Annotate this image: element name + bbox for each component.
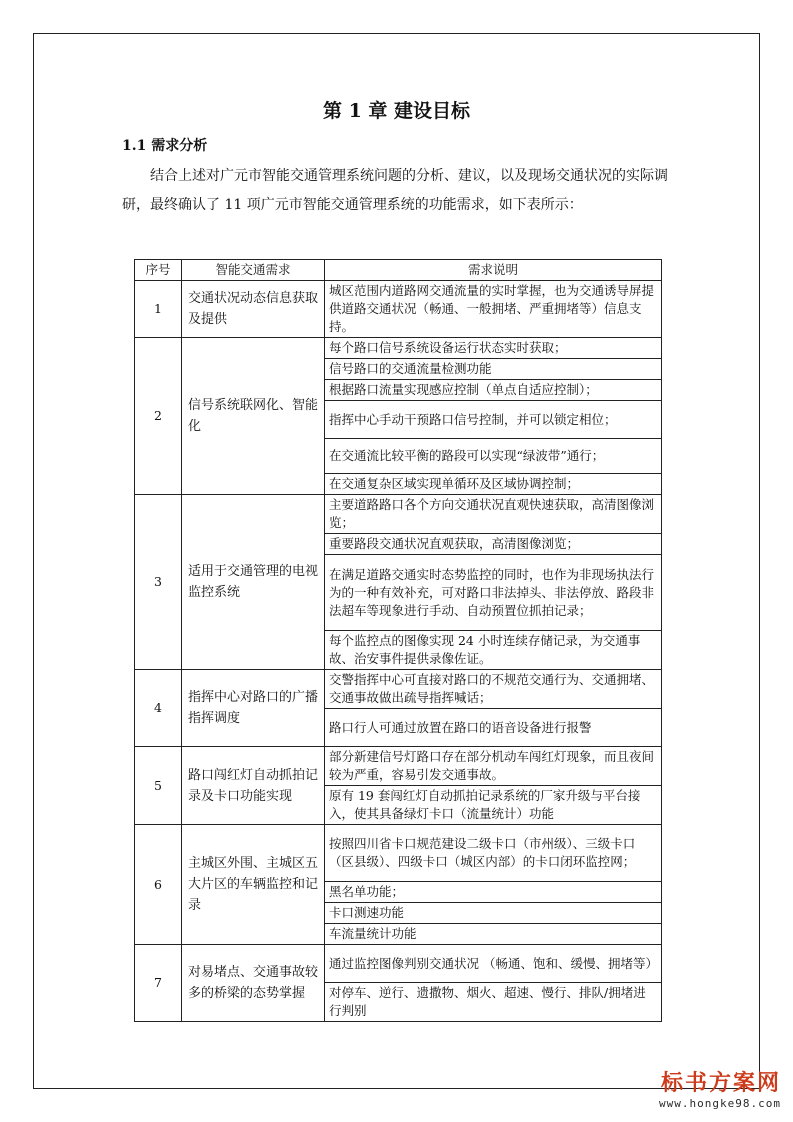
header-desc: 需求说明	[325, 260, 662, 281]
row-number: 2	[135, 338, 182, 495]
row-desc: 部分新建信号灯路口存在部分机动车闯红灯现象，而且夜间较为严重，容易引发交通事故。	[325, 747, 662, 786]
row-desc: 通过监控图像判别交通状况 （畅通、饱和、缓慢、拥堵等）	[325, 945, 662, 983]
watermark-url: www.hongke98.com	[659, 1097, 781, 1110]
row-desc: 原有 19 套闯红灯自动抓拍记录系统的厂家升级与平台接入，使其具备绿灯卡口（流量统计）功能	[325, 786, 662, 825]
row-desc: 根据路口流量实现感应控制（单点自适应控制）；	[325, 380, 662, 401]
row-number: 6	[135, 825, 182, 945]
row-desc: 卡口测速功能	[325, 903, 662, 924]
row-need: 对易堵点、交通事故较多的桥梁的态势掌握	[182, 945, 325, 1022]
row-desc: 城区范围内道路网交通流量的实时掌握，也为交通诱导屏提供道路交通状况（畅通、一般拥堵、严重拥堵等）信息支持。	[325, 281, 662, 338]
row-need: 路口闯红灯自动抓拍记录及卡口功能实现	[182, 747, 325, 825]
row-desc: 每个路口信号系统设备运行状态实时获取；	[325, 338, 662, 359]
table-row	[135, 825, 662, 882]
row-desc: 对停车、逆行、遗撒物、烟火、超速、慢行、排队/拥堵进行判别	[325, 983, 662, 1022]
table-row	[135, 747, 662, 786]
row-desc: 在交通复杂区域实现单循环及区域协调控制；	[325, 474, 662, 495]
row-desc: 交警指挥中心可直接对路口的不规范交通行为、交通拥堵、交通事故做出疏导指挥喊话；	[325, 670, 662, 709]
row-need: 交通状况动态信息获取及提供	[182, 281, 325, 338]
row-need: 信号系统联网化、智能化	[182, 338, 325, 495]
row-desc: 主要道路路口各个方向交通状况直观快速获取，高清图像浏览；	[325, 495, 662, 534]
row-number: 1	[135, 281, 182, 338]
row-desc: 路口行人可通过放置在路口的语音设备进行报警	[325, 709, 662, 747]
row-desc: 每个监控点的图像实现 24 小时连续存储记录，为交通事故、治安事件提供录像佐证。	[325, 631, 662, 670]
row-number: 7	[135, 945, 182, 1022]
row-desc: 黑名单功能；	[325, 882, 662, 903]
row-desc: 按照四川省卡口规范建设二级卡口（市州级）、三级卡口（区县级）、四级卡口（城区内部）的卡口闭环监控网；	[325, 825, 662, 882]
table-row	[135, 281, 662, 338]
row-desc: 车流量统计功能	[325, 924, 662, 945]
row-desc: 在满足道路交通实时态势监控的同时，也作为非现场执法行为的一种有效补充，可对路口非法掉头、非法停放、路段非法超车等现象进行手动、自动预置位抓拍记录；	[325, 555, 662, 631]
header-need: 智能交通需求	[182, 260, 325, 281]
row-need: 适用于交通管理的电视监控系统	[182, 495, 325, 670]
chapter-title: 第 1 章 建设目标	[322, 100, 471, 122]
intro-paragraph: 结合上述对广元市智能交通管理系统问题的分析、建议，以及现场交通状况的实际调研，最终确认了 11 项广元市智能交通管理系统的功能需求，如下表所示：	[122, 168, 668, 213]
row-need: 主城区外围、主城区五大片区的车辆监控和记录	[182, 825, 325, 945]
row-desc: 在交通流比较平衡的路段可以实现“绿波带”通行；	[325, 439, 662, 474]
table-row	[135, 495, 662, 534]
table-row	[135, 945, 662, 983]
section-title: 1.1 需求分析	[122, 138, 208, 154]
row-number: 5	[135, 747, 182, 825]
table-row	[135, 670, 662, 709]
row-number: 3	[135, 495, 182, 670]
header-no: 序号	[135, 260, 182, 281]
watermark	[659, 1066, 781, 1110]
row-desc: 重要路段交通状况直观获取，高清图像浏览；	[325, 534, 662, 555]
table-row	[135, 338, 662, 359]
row-desc: 信号路口的交通流量检测功能	[325, 359, 662, 380]
requirements-table	[134, 259, 662, 1022]
row-number: 4	[135, 670, 182, 747]
table-header-row	[135, 260, 662, 281]
row-desc: 指挥中心手动干预路口信号控制，并可以锁定相位；	[325, 401, 662, 439]
watermark-title: 标书方案网	[660, 1071, 781, 1096]
row-need: 指挥中心对路口的广播指挥调度	[182, 670, 325, 747]
